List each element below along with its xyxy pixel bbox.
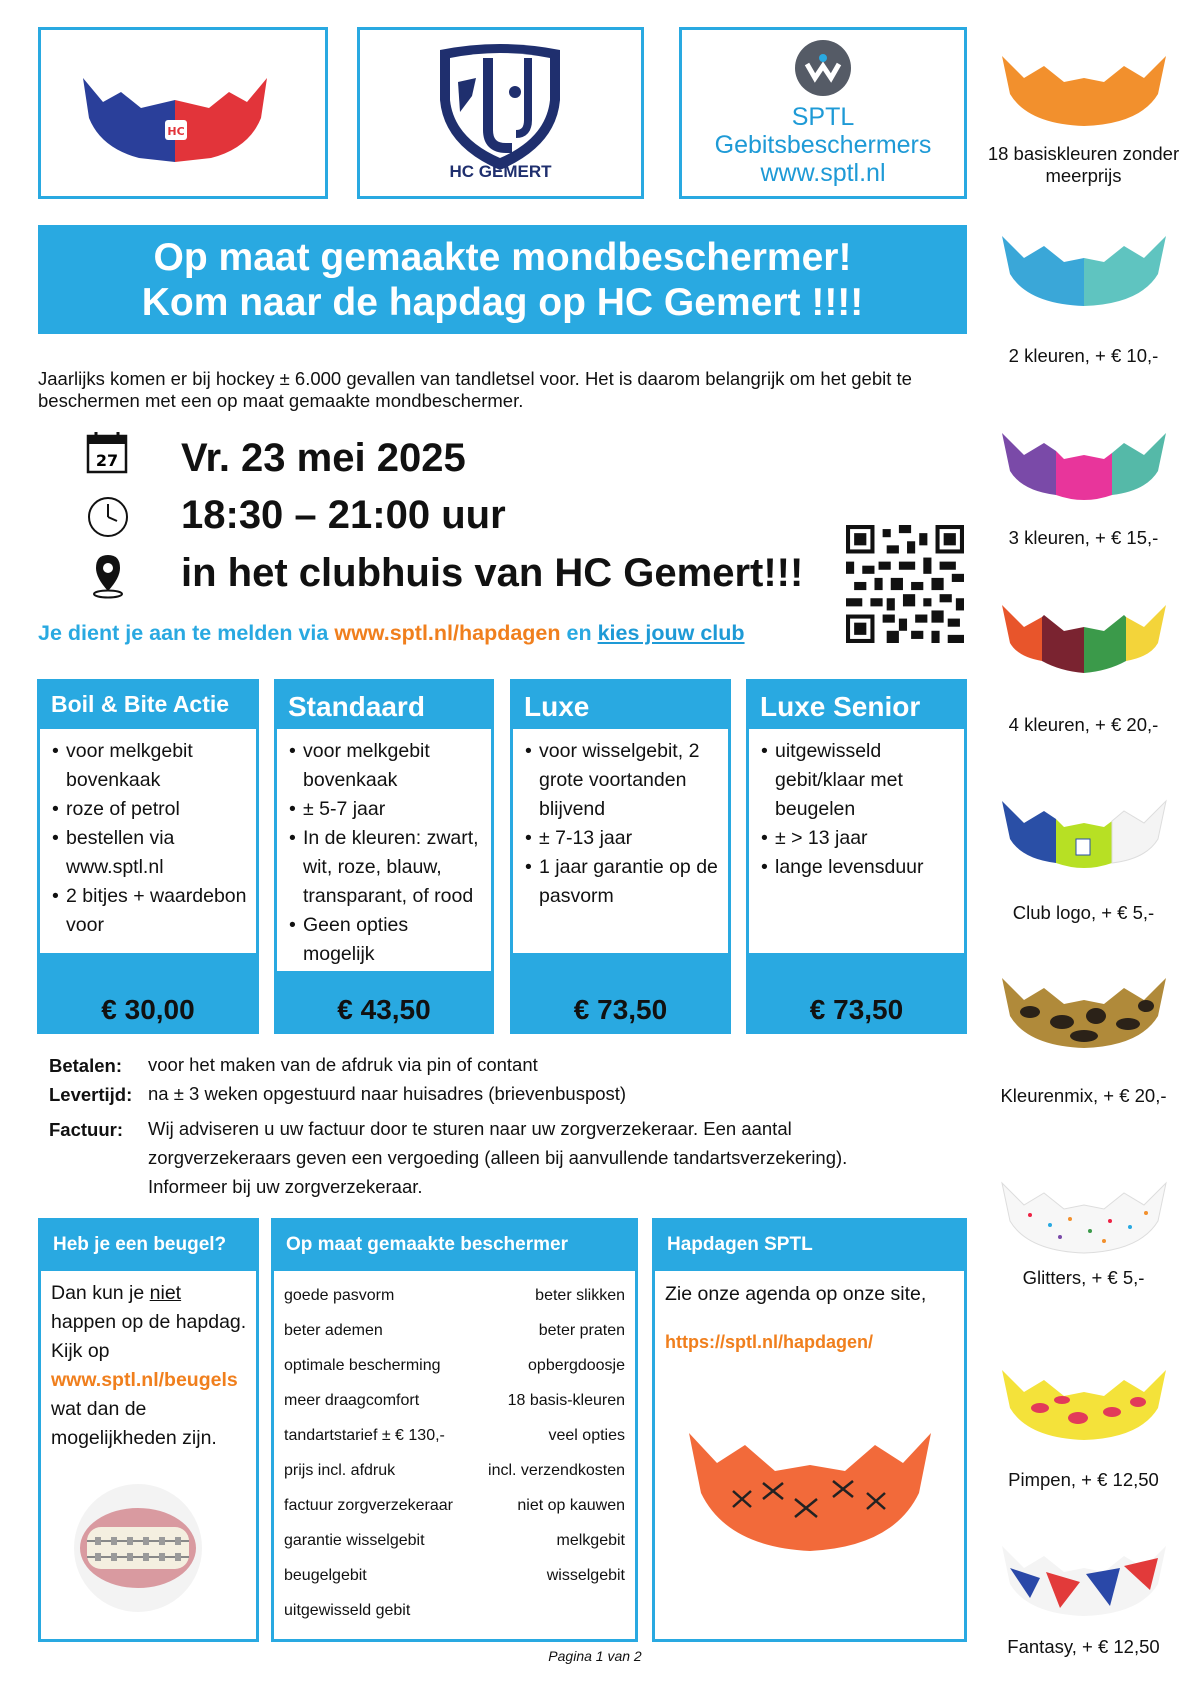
benefit-right: melkgebit — [556, 1532, 625, 1549]
benefit-left: goede pasvorm — [284, 1287, 395, 1304]
sptl-subtitle: Gebitsbeschermers — [714, 131, 932, 159]
product-price: € 43,50 — [337, 994, 431, 1025]
product-bullet: • ± > 13 jaar — [761, 824, 956, 853]
product-title: Luxe — [524, 691, 590, 722]
braces-link[interactable]: www.sptl.nl/beugels — [51, 1369, 238, 1391]
product-bullet: • In de kleuren: zwart, wit, roze, blauw, transparant, of rood — [289, 824, 483, 911]
product-bullet: • 1 jaar garantie op de pasvorm — [525, 853, 720, 911]
product-price: € 73,50 — [573, 994, 668, 1025]
option-label: Kleurenmix, + € 20,- — [1000, 1085, 1167, 1106]
benefit-row — [274, 1567, 635, 1602]
event-time: 18:30 – 21:00 uur — [181, 493, 506, 537]
product-price: € 73,50 — [809, 994, 904, 1025]
headline-banner — [38, 225, 967, 334]
hapdagen-link[interactable]: https://sptl.nl/hapdagen/ — [665, 1332, 873, 1352]
benefit-row — [274, 1602, 635, 1637]
pay-label: Betalen: — [49, 1055, 122, 1076]
benefit-left: beter ademen — [284, 1322, 383, 1339]
delivery-value: na ± 3 weken opgestuurd naar huisadres (brievenbuspost) — [148, 1083, 627, 1104]
braces-text-not: niet — [149, 1282, 182, 1304]
clock-icon — [84, 493, 132, 541]
product-price: € 30,00 — [101, 994, 195, 1025]
benefits-box-title: Op maat gemaakte beschermer — [274, 1221, 635, 1271]
benefit-row — [274, 1532, 635, 1567]
benefit-left: prijs incl. afdruk — [284, 1462, 396, 1479]
option-label: 2 kleuren, + € 10,- — [1008, 345, 1159, 366]
benefit-right: 18 basis-kleuren — [507, 1392, 625, 1409]
invoice-label: Factuur: — [49, 1119, 123, 1140]
red-blue-mouthguard-icon — [41, 30, 325, 196]
benefit-row — [274, 1392, 635, 1427]
benefit-right: veel opties — [548, 1427, 625, 1444]
headline-line-1: Op maat gemaakte mondbeschermer! — [153, 236, 852, 279]
benefit-left: beugelgebit — [284, 1567, 367, 1584]
product-title: Standaard — [288, 691, 425, 722]
svg-text:HC: HC — [167, 125, 185, 138]
option-label: 4 kleuren, + € 20,- — [1008, 714, 1159, 735]
choose-club-link[interactable]: kies jouw club — [597, 621, 745, 645]
benefits-box — [271, 1218, 638, 1642]
product-bullet: • ± 7-13 jaar — [525, 824, 720, 853]
intro-text: Jaarlijks komen er bij hockey ± 6.000 gevallen van tandletsel voor. Het is daarom belangrijk om het gebit te beschermen met een op maat gemaakte mondbeschermer. — [38, 368, 912, 411]
benefit-right: incl. verzendkosten — [488, 1462, 625, 1479]
pay-value: voor het maken van de afdruk via pin of contant — [148, 1054, 538, 1075]
product-card-luxe — [510, 679, 731, 1034]
product-bullet: • voor melkgebit bovenkaak — [52, 737, 248, 795]
option-label: Pimpen, + € 12,50 — [1008, 1469, 1159, 1490]
event-date: Vr. 23 mei 2025 — [181, 436, 466, 480]
benefit-right: niet op kauwen — [517, 1497, 625, 1514]
hapdagen-text: Zie onze agenda op onze site, — [665, 1283, 927, 1305]
product-bullet: • 2 bitjes + waardebon voor — [52, 882, 248, 940]
product-card-boil-bite — [37, 679, 259, 1034]
benefit-row — [274, 1357, 635, 1392]
benefit-left: factuur zorgverzekeraar — [284, 1497, 453, 1514]
invoice-value: Wij adviseren u uw factuur door te sturen naar uw zorgverzekeraar. Een aantal zorgverzekeraars geven een vergoeding (alleen bij aanvullende tandartsverzekering). Informeer bij uw zorgverzekeraar. — [148, 1118, 848, 1197]
club-name: HC GEMERT — [449, 162, 552, 181]
orange-hockey-mouthguard-icon — [683, 1413, 937, 1563]
product-bullet: • roze of petrol — [52, 795, 248, 824]
product-title: Boil & Bite Actie — [51, 691, 230, 717]
qr-code[interactable] — [846, 525, 964, 643]
registration-line — [38, 621, 745, 646]
register-prefix: Je dient je aan te melden via — [38, 621, 329, 645]
register-mid: en — [566, 621, 592, 645]
product-bullet: • voor wisselgebit, 2 grote voortanden blijvend — [525, 737, 720, 824]
option-label: Fantasy, + € 12,50 — [1007, 1636, 1160, 1657]
guard-orange-icon — [1000, 48, 1168, 128]
benefit-row — [274, 1287, 635, 1322]
sptl-name: SPTL — [791, 103, 855, 131]
calendar-icon — [84, 428, 132, 476]
mouthguard-image-box — [38, 27, 328, 199]
product-bullet: • voor melkgebit bovenkaak — [289, 737, 483, 795]
benefit-row — [274, 1322, 635, 1357]
braces-teeth-image — [73, 1483, 203, 1613]
register-link[interactable]: www.sptl.nl/hapdagen — [334, 621, 561, 645]
option-label: Glitters, + € 5,- — [1022, 1267, 1145, 1288]
hc-gemert-logo-box — [357, 27, 644, 199]
location-pin-icon — [84, 551, 132, 599]
benefit-row — [274, 1462, 635, 1497]
guard-glitter-icon — [1000, 1175, 1168, 1255]
product-bullet: • bestellen via www.sptl.nl — [52, 824, 248, 882]
braces-box — [38, 1218, 259, 1642]
braces-text-1: Dan kun je — [51, 1282, 145, 1304]
benefit-right: wisselgebit — [546, 1567, 625, 1584]
hapdagen-box-title: Hapdagen SPTL — [655, 1221, 964, 1271]
guard-four-colors-icon — [1000, 597, 1168, 677]
guard-club-logo-icon — [1000, 793, 1168, 873]
hapdagen-box — [652, 1218, 967, 1642]
benefit-left: meer draagcomfort — [284, 1392, 420, 1409]
benefit-row — [274, 1497, 635, 1532]
benefit-left: garantie wisselgebit — [284, 1532, 425, 1549]
option-label: Club logo, + € 5,- — [1012, 902, 1155, 923]
benefit-right: beter slikken — [535, 1287, 625, 1304]
page-footer: Pagina 1 van 2 — [548, 1648, 642, 1664]
guard-two-colors-icon — [1000, 228, 1168, 308]
braces-box-title: Heb je een beugel? — [41, 1221, 256, 1271]
sptl-logo-box — [679, 27, 967, 199]
benefit-right: opbergdoosje — [528, 1357, 625, 1374]
calendar-day: 27 — [95, 451, 119, 470]
headline-line-2: Kom naar de hapdag op HC Gemert !!!! — [141, 281, 864, 324]
product-title: Luxe Senior — [760, 691, 921, 722]
sptl-url[interactable]: www.sptl.nl — [760, 159, 886, 187]
event-location: in het clubhuis van HC Gemert!!! — [181, 551, 804, 595]
product-card-standaard — [274, 679, 494, 1034]
option-label: 18 basiskleuren zonder meerprijs — [987, 143, 1180, 186]
braces-text-3: wat dan de mogelijkheden zijn. — [51, 1398, 217, 1449]
delivery-label: Levertijd: — [49, 1084, 133, 1105]
guard-pimpen-icon — [1000, 1362, 1168, 1442]
benefit-left: tandartstarief ± € 130,- — [284, 1427, 445, 1444]
benefit-left: uitgewisseld gebit — [284, 1602, 411, 1619]
guard-color-mix-icon — [1000, 970, 1168, 1050]
product-bullet: • Geen opties mogelijk — [289, 911, 483, 969]
guard-fantasy-icon — [1000, 1538, 1168, 1618]
option-label: 3 kleuren, + € 15,- — [1008, 527, 1159, 548]
product-bullet: • lange levensduur — [761, 853, 956, 882]
sptl-logo-icon — [793, 38, 853, 98]
product-bullet: • ± 5-7 jaar — [289, 795, 483, 824]
product-bullet: • uitgewisseld gebit/klaar met beugelen — [761, 737, 956, 824]
braces-text-2: happen op de hapdag. Kijk op — [51, 1311, 247, 1362]
guard-three-colors-icon — [1000, 425, 1168, 505]
product-card-luxe-senior — [746, 679, 967, 1034]
benefit-right: beter praten — [538, 1322, 625, 1339]
benefit-row — [274, 1427, 635, 1462]
benefit-left: optimale bescherming — [284, 1357, 441, 1374]
